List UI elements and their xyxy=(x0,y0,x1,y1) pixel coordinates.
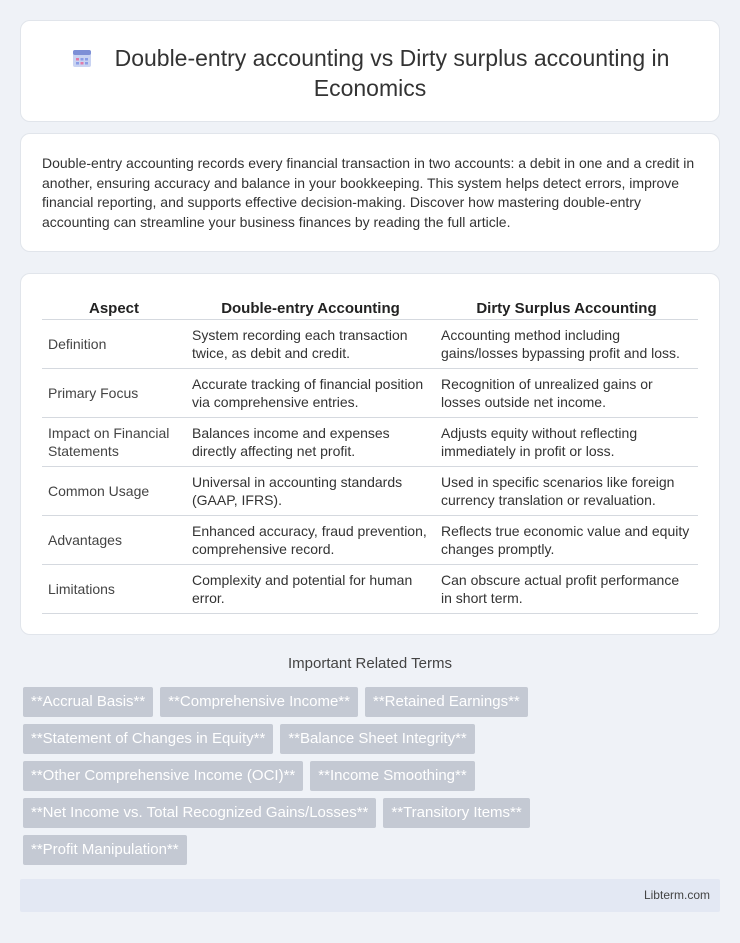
table-row xyxy=(42,417,698,466)
double-entry-cell: Accurate tracking of financial position via comprehensive entries. xyxy=(186,368,435,417)
table-row xyxy=(42,368,698,417)
aspect-cell: Definition xyxy=(42,319,186,368)
related-term-tag[interactable]: **Balance Sheet Integrity** xyxy=(280,724,474,754)
footer-site-link[interactable]: Libterm.com xyxy=(643,888,710,902)
dirty-surplus-cell: Reflects true economic value and equity changes promptly. xyxy=(435,515,698,564)
related-term-tag[interactable]: **Income Smoothing** xyxy=(310,761,474,791)
tag-row xyxy=(23,724,723,754)
table-row xyxy=(42,319,698,368)
aspect-cell: Common Usage xyxy=(42,466,186,515)
column-header: Aspect xyxy=(42,294,186,319)
tag-row xyxy=(23,687,723,717)
comparison-table xyxy=(42,294,698,614)
related-terms-title: Important Related Terms xyxy=(288,655,452,672)
tag-row xyxy=(23,835,723,865)
tag-row xyxy=(23,798,723,828)
aspect-cell: Primary Focus xyxy=(42,368,186,417)
column-header: Double-entry Accounting xyxy=(186,294,435,319)
aspect-cell: Impact on Financial Statements xyxy=(42,417,186,466)
double-entry-cell: Balances income and expenses directly affecting net profit. xyxy=(186,417,435,466)
related-term-tag[interactable]: **Net Income vs. Total Recognized Gains/Losses** xyxy=(23,798,376,828)
dirty-surplus-cell: Used in specific scenarios like foreign currency translation or revaluation. xyxy=(435,466,698,515)
double-entry-cell: System recording each transaction twice, as debit and credit. xyxy=(186,319,435,368)
calendar-icon xyxy=(71,47,93,69)
dirty-surplus-cell: Adjusts equity without reflecting immediately in profit or loss. xyxy=(435,417,698,466)
double-entry-cell: Enhanced accuracy, fraud prevention, comprehensive record. xyxy=(186,515,435,564)
dirty-surplus-cell: Can obscure actual profit performance in short term. xyxy=(435,564,698,613)
aspect-cell: Advantages xyxy=(42,515,186,564)
table-header-row xyxy=(42,294,698,319)
intro-card xyxy=(20,133,720,252)
related-term-tag[interactable]: **Comprehensive Income** xyxy=(160,687,358,717)
footer xyxy=(20,879,720,912)
table-row xyxy=(42,466,698,515)
double-entry-cell: Complexity and potential for human error. xyxy=(186,564,435,613)
header-card xyxy=(20,20,720,122)
tag-row xyxy=(23,761,723,791)
page-title-wrap xyxy=(21,43,719,103)
aspect-cell: Limitations xyxy=(42,564,186,613)
table-row xyxy=(42,515,698,564)
intro-text: Double-entry accounting records every financial transaction in two accounts: a debit in one and a credit in another, ensuring accuracy and balance in your bookkeeping. This system helps detect errors, improve financial reporting, and supports effective decision-making. Discover how mastering double-entry accounting can streamline your business finances by reading the full article. xyxy=(42,155,695,230)
related-term-tag[interactable]: **Transitory Items** xyxy=(383,798,529,828)
related-term-tag[interactable]: **Statement of Changes in Equity** xyxy=(23,724,273,754)
related-terms-list xyxy=(23,687,723,872)
dirty-surplus-cell: Recognition of unrealized gains or losses outside net income. xyxy=(435,368,698,417)
dirty-surplus-cell: Accounting method including gains/losses bypassing profit and loss. xyxy=(435,319,698,368)
double-entry-cell: Universal in accounting standards (GAAP, IFRS). xyxy=(186,466,435,515)
column-header: Dirty Surplus Accounting xyxy=(435,294,698,319)
related-term-tag[interactable]: **Profit Manipulation** xyxy=(23,835,187,865)
page-title: Double-entry accounting vs Dirty surplus accounting in Economics xyxy=(114,45,670,101)
table-row xyxy=(42,564,698,613)
related-term-tag[interactable]: **Other Comprehensive Income (OCI)** xyxy=(23,761,303,791)
related-term-tag[interactable]: **Accrual Basis** xyxy=(23,687,153,717)
comparison-card xyxy=(20,273,720,635)
related-term-tag[interactable]: **Retained Earnings** xyxy=(365,687,528,717)
